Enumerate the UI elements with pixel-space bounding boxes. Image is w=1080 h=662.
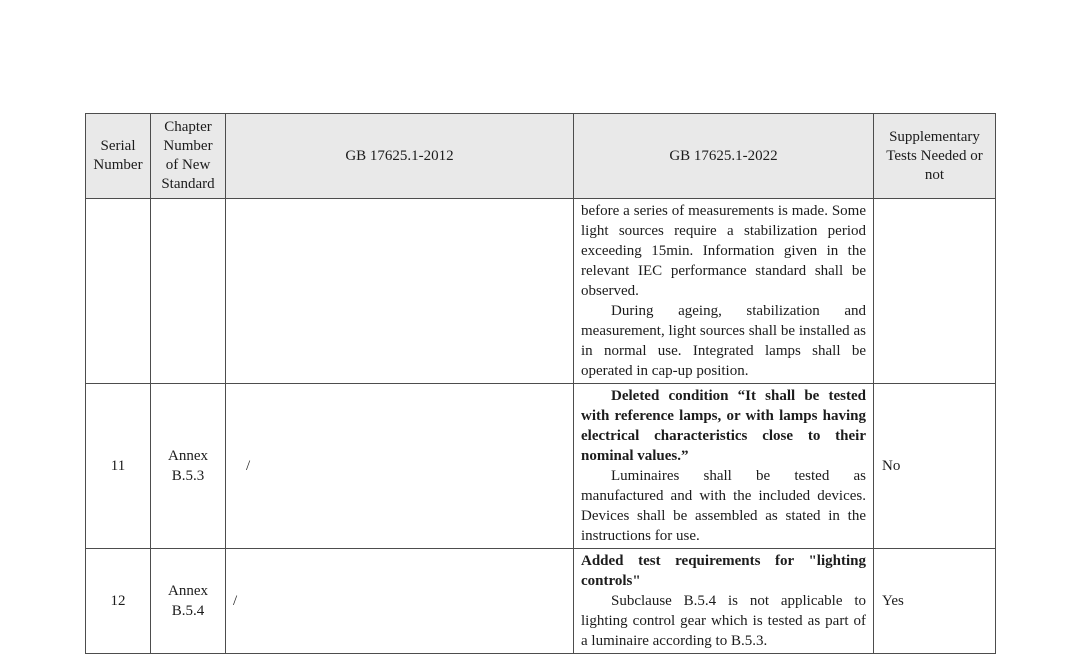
gb-2022-cell	[574, 199, 874, 384]
chapter-number-cell	[151, 199, 226, 384]
supplementary-tests-cell: No	[874, 384, 996, 549]
gb-2012-cell: /	[226, 549, 574, 654]
column-header-gb-2022: GB 17625.1-2022	[574, 114, 874, 199]
gb-2022-paragraph: before a series of measurements is made. Some light sources require a stabilization period exceeding 15min. Information given in the relevant IEC performance standard shall be observed.	[581, 203, 866, 299]
column-header-gb-2012: GB 17625.1-2012	[226, 114, 574, 199]
gb-2022-cell	[574, 549, 874, 654]
gb-2022-paragraph: During ageing, stabilization and measurement, light sources shall be installed as in normal use. Integrated lamps shall be operated in cap-up position.	[581, 303, 866, 379]
chapter-number-cell: Annex B.5.4	[151, 549, 226, 654]
gb-2012-cell: /	[226, 384, 574, 549]
table-row-11	[86, 384, 996, 549]
supplementary-tests-cell: Yes	[874, 549, 996, 654]
serial-number-cell: 12	[86, 549, 151, 654]
table-row-continuation	[86, 199, 996, 384]
standards-comparison-table	[85, 113, 996, 654]
gb-2022-paragraph: Deleted condition “It shall be tested with reference lamps, or with lamps having electrical characteristics close to their nominal values.”	[581, 388, 866, 464]
gb-2022-paragraph: Luminaires shall be tested as manufactured and with the included devices. Devices shall be assembled as stated in the instructions for use.	[581, 468, 866, 544]
gb-2022-cell	[574, 384, 874, 549]
table-header-row	[86, 114, 996, 199]
supplementary-tests-cell	[874, 199, 996, 384]
gb-2022-paragraph: Added test requirements for "lighting controls"	[581, 553, 866, 589]
serial-number-cell: 11	[86, 384, 151, 549]
gb-2012-cell	[226, 199, 574, 384]
column-header-serial-number: Serial Number	[86, 114, 151, 199]
table-row-12	[86, 549, 996, 654]
chapter-number-cell: Annex B.5.3	[151, 384, 226, 549]
column-header-supplementary-tests: Supplementary Tests Needed or not	[874, 114, 996, 199]
column-header-chapter-number: Chapter Number of New Standard	[151, 114, 226, 199]
gb-2022-paragraph: Subclause B.5.4 is not applicable to lighting control gear which is tested as part of a luminaire according to B.5.3.	[581, 593, 866, 649]
serial-number-cell	[86, 199, 151, 384]
